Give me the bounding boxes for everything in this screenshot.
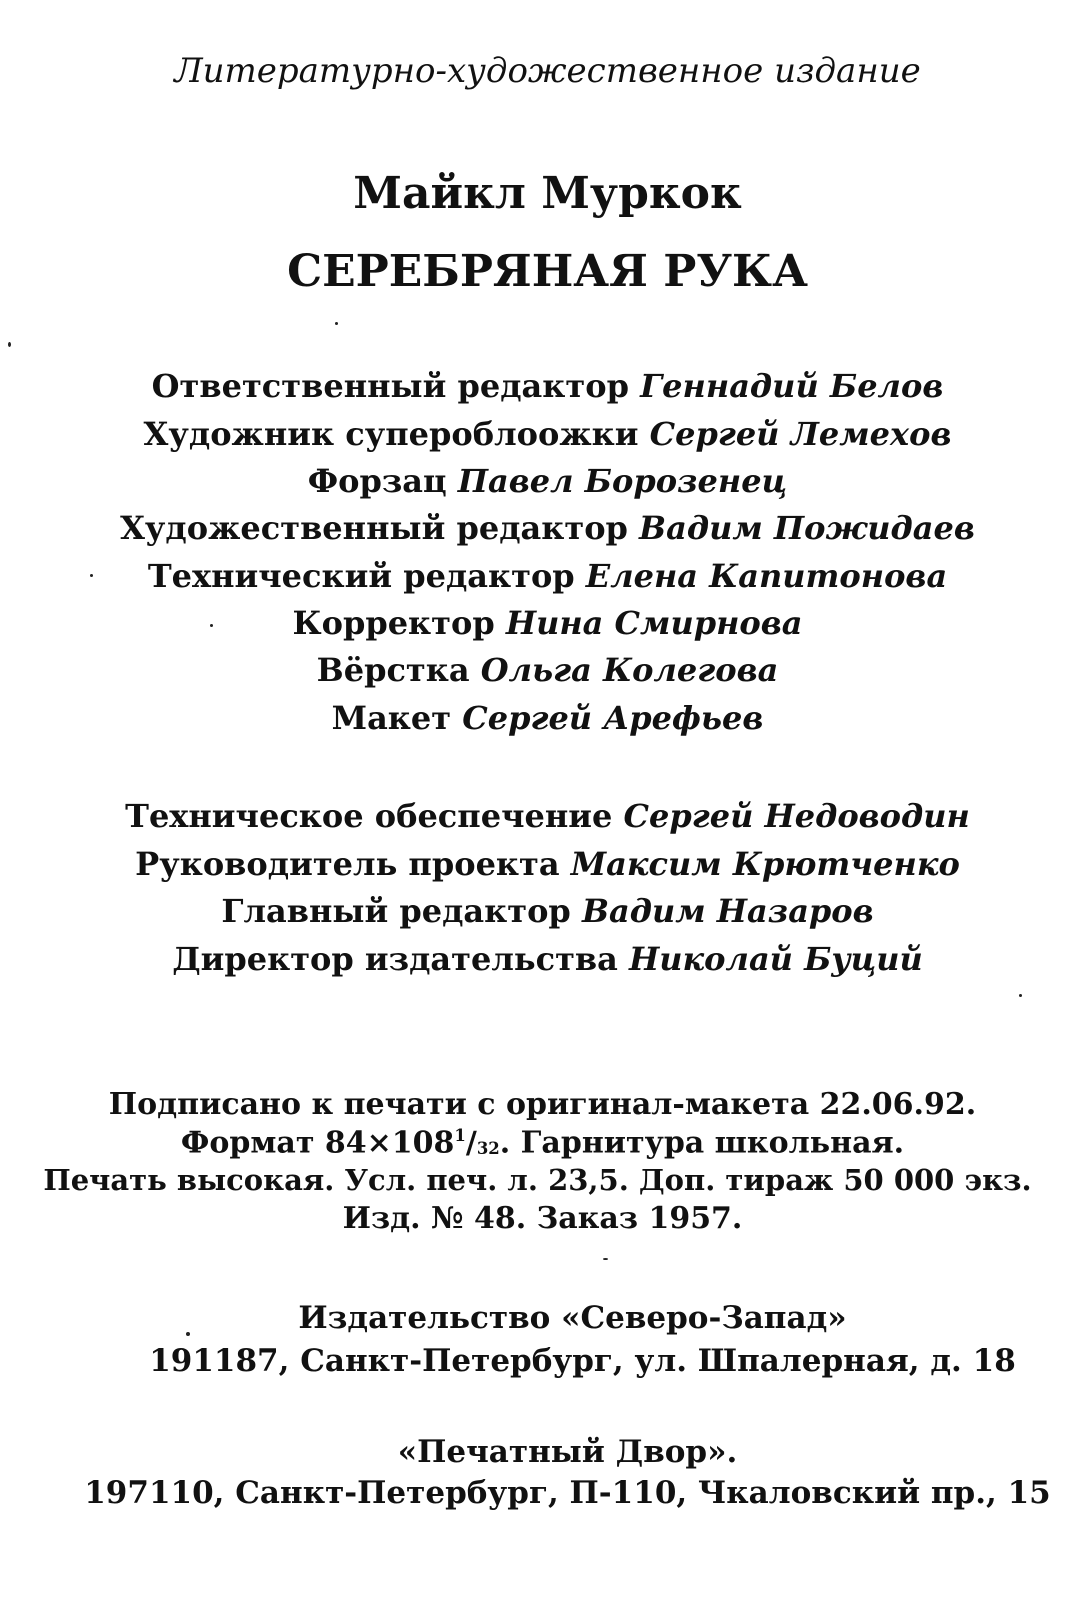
edition-type: Литературно-художественное издание	[174, 51, 921, 91]
management-name: Максим Крютченко	[570, 845, 960, 883]
credit-role: Макет	[331, 699, 452, 737]
credit-line	[0, 557, 1075, 595]
scan-speck	[335, 322, 338, 325]
scan-speck	[186, 1332, 190, 1336]
management-role: Директор издательства	[172, 940, 618, 978]
credit-line	[0, 651, 1075, 689]
credit-role: Вёрстка	[316, 651, 470, 689]
management-role: Главный редактор	[221, 892, 571, 930]
credit-line	[0, 462, 1075, 500]
management-role: Руководитель проекта	[135, 845, 560, 883]
credit-line	[0, 367, 1075, 405]
management-role: Техническое обеспечение	[125, 797, 613, 835]
credit-name: Геннадий Белов	[640, 367, 944, 405]
credit-role: Ответственный редактор	[151, 367, 629, 405]
format-slash: /	[465, 1125, 477, 1161]
credit-name: Ольга Колегова	[480, 651, 779, 689]
credit-name: Вадим Пожидаев	[639, 509, 975, 547]
credit-line	[0, 509, 1075, 547]
printer-name: «Печатный Двор».	[397, 1434, 738, 1470]
publisher-name: Издательство «Северо-Запад»	[298, 1300, 847, 1336]
scan-speck	[8, 342, 11, 347]
credit-name: Сергей Лемехов	[649, 415, 952, 453]
scan-speck	[1019, 994, 1022, 997]
imprint-signed: Подписано к печати с оригинал-макета 22.06.92.	[108, 1087, 977, 1122]
credit-role: Художник супероблоожки	[143, 415, 639, 453]
imprint-format	[0, 1125, 1075, 1161]
publisher-address: 191187, Санкт-Петербург, ул. Шпалерная, д. 18	[149, 1343, 1016, 1379]
credit-role: Корректор	[292, 604, 495, 642]
credit-role: Технический редактор	[147, 557, 575, 595]
management-line	[0, 797, 1075, 835]
credit-line	[0, 699, 1075, 737]
imprint-print: Печать высокая. Усл. печ. л. 23,5. Доп. тираж 50 000 экз.	[43, 1163, 1032, 1197]
author-name: Майкл Муркок	[353, 168, 742, 219]
credit-name: Елена Капитонова	[585, 557, 948, 595]
credit-name: Нина Смирнова	[505, 604, 803, 642]
format-denominator: 32	[476, 1139, 500, 1159]
format-prefix: Формат 84×108	[180, 1125, 455, 1161]
management-line	[0, 940, 1075, 978]
credit-line	[0, 415, 1075, 453]
credit-name: Сергей Арефьев	[462, 699, 764, 737]
imprint-order: Изд. № 48. Заказ 1957.	[342, 1201, 743, 1236]
credit-line	[0, 604, 1075, 642]
scan-speck	[603, 1258, 608, 1260]
format-suffix: . Гарнитура школьная.	[499, 1125, 905, 1161]
printer-address: 197110, Санкт-Петербург, П-110, Чкаловский пр., 15	[84, 1475, 1051, 1511]
management-line	[0, 845, 1075, 883]
credit-name: Павел Борозенец	[457, 462, 788, 500]
credit-role: Художественный редактор	[120, 509, 628, 547]
format-numerator: 1	[454, 1126, 466, 1145]
management-name: Вадим Назаров	[581, 892, 874, 930]
scan-speck	[90, 574, 93, 577]
scan-speck	[210, 624, 213, 627]
management-name: Сергей Недоводин	[623, 797, 970, 835]
credit-role: Форзац	[307, 462, 447, 500]
management-name: Николай Буций	[629, 940, 923, 978]
management-line	[0, 892, 1075, 930]
book-title: СЕРЕБРЯНАЯ РУКА	[287, 246, 808, 297]
